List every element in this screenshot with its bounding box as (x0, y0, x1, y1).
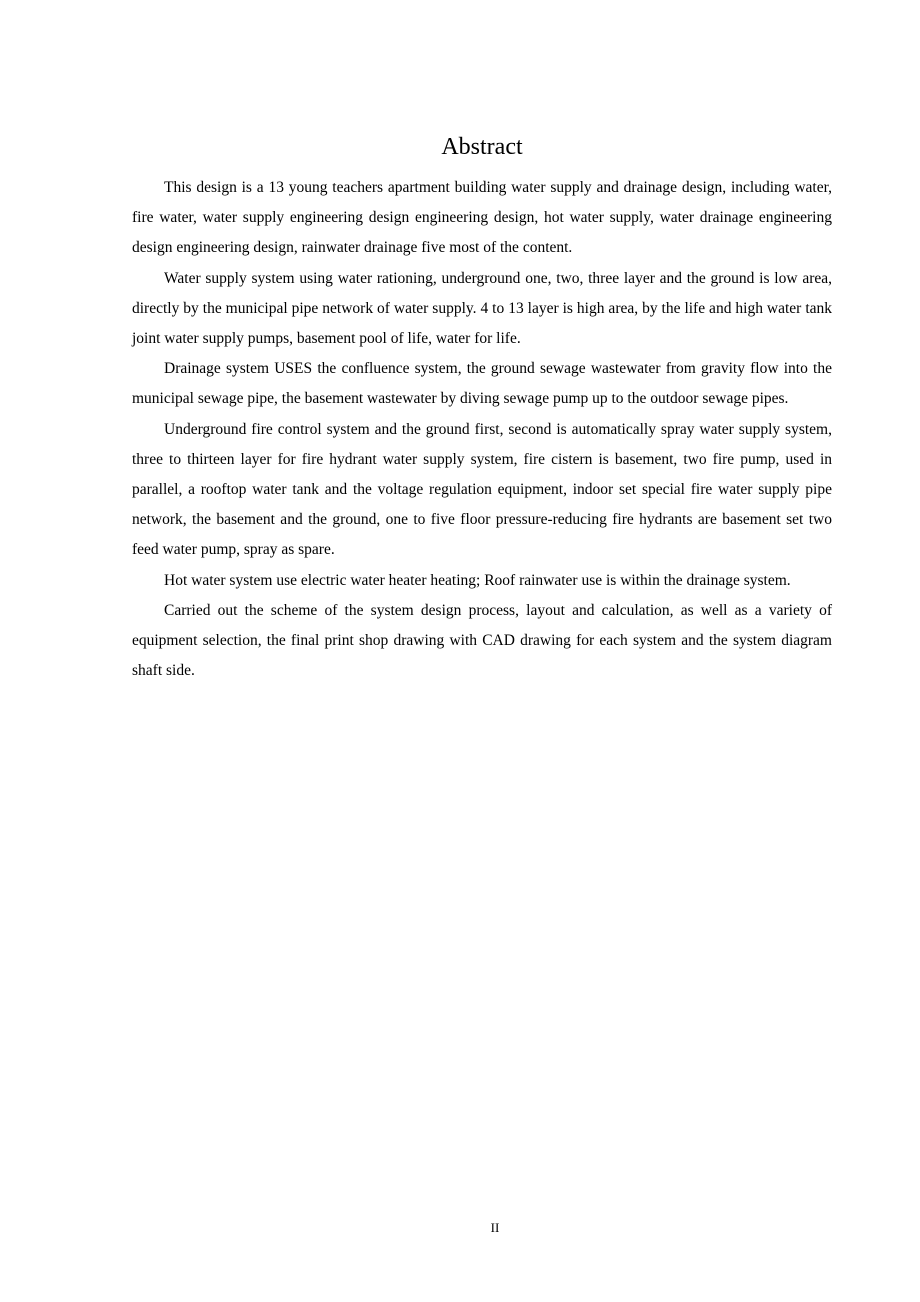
paragraph-design-process: Carried out the scheme of the system design process, layout and calculation, as well as a variety of equipment selection, the final print shop drawing with CAD drawing for each system and the system diagram shaft side. (132, 601, 832, 680)
abstract-body (132, 173, 832, 686)
paragraph-hot-water: Hot water system use electric water heater heating; Roof rainwater use is within the drainage system. (164, 571, 791, 589)
paragraph-overview: This design is a 13 young teachers apartment building water supply and drainage design, including water, fire water, water supply engineering design engineering design, hot water supply, water drainage engineering design engineering design, rainwater drainage five most of the content. (132, 179, 832, 257)
paragraph-drainage: Drainage system USES the confluence system, the ground sewage wastewater from gravity flow into the municipal sewage pipe, the basement wastewater by diving sewage pump up to the outdoor sewage pipes. (132, 360, 832, 408)
paragraph-water-supply: Water supply system using water rationing, underground one, two, three layer and the ground is low area, directly by the municipal pipe network of water supply. 4 to 13 layer is high area, by the life and high water tank joint water supply pumps, basement pool of life, water for life. (132, 269, 832, 348)
page-title: Abstract (441, 134, 523, 160)
paragraph-fire-control: Underground fire control system and the ground first, second is automatically spray water supply system, three to thirteen layer for fire hydrant water supply system, fire cistern is basement, two fire pump, used in parallel, a rooftop water tank and the voltage regulation equipment, indoor set special fire water supply pipe network, the basement and the ground, one to five floor pressure-reducing fire hydrants are basement set two feed water pump, spray as spare. (132, 420, 832, 559)
page-number: II (490, 1220, 500, 1235)
